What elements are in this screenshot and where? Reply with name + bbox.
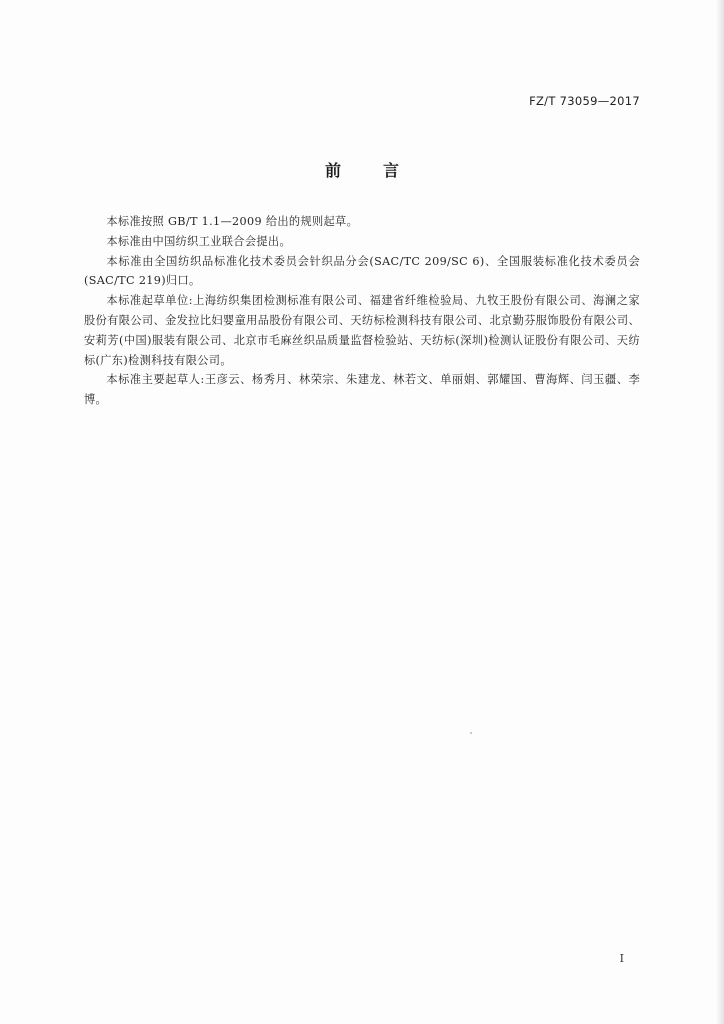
paragraph-drafting-units: 本标准起草单位:上海纺织集团检测标准有限公司、福建省纤维检验局、九牧王股份有限公司、海澜之家股份有限公司、金发拉比妇婴童用品股份有限公司、天纺标检测科技有限公司、北京勤芬服饰股份有限公司、安莉芳(中国)服装有限公司、北京市毛麻丝织品质量监督检验站、天纺标(深圳)检测认证股份有限公司、天纺标(广东)检测科技有限公司。 <box>84 294 640 367</box>
foreword-body <box>84 212 640 410</box>
section-title: 前言 <box>324 161 441 180</box>
scan-speck <box>470 732 472 734</box>
page-number: I <box>619 952 624 965</box>
paragraph-proposer: 本标准由中国纺织工业联合会提出。 <box>106 234 291 248</box>
paragraph-administration: 本标准由全国纺织品标准化技术委员会针织品分会(SAC/TC 209/SC 6)、全国服装标准化技术委员会(SAC/TC 219)归口。 <box>84 254 640 288</box>
standard-number: FZ/T 73059—2017 <box>529 94 640 108</box>
page-edge-shadow <box>716 0 724 1024</box>
paragraph-drafting-rules: 本标准按照 GB/T 1.1—2009 给出的规则起草。 <box>106 215 359 228</box>
paragraph-main-drafters: 本标准主要起草人:王彦云、杨秀月、林荣宗、朱建龙、林若文、单丽娟、郭耀国、曹海辉、闫玉疆、李博。 <box>84 373 640 407</box>
